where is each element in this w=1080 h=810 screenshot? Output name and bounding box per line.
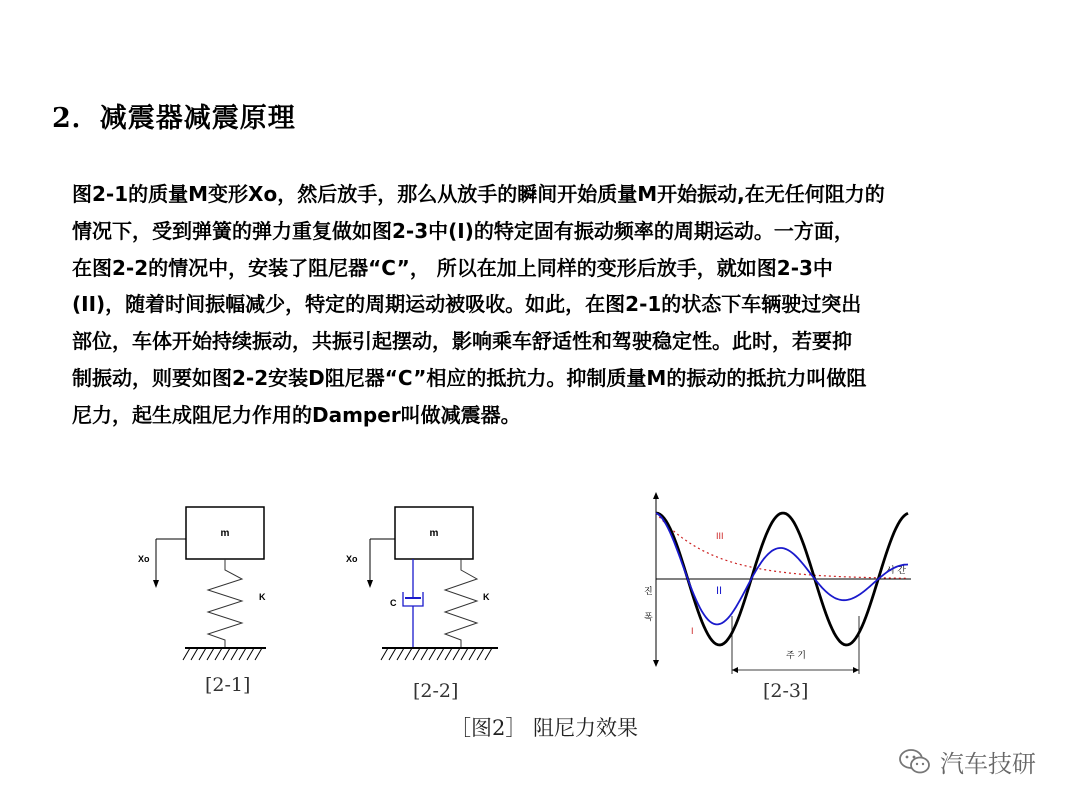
- amplitude-label-2: 폭: [644, 612, 653, 622]
- paragraph-line: 图2-1的质量M变形Xo，然后放手，那么从放手的瞬间开始质量M开始振动,在无任何阻力的: [72, 182, 885, 206]
- curve-II-label: II: [716, 585, 723, 597]
- mass-label: m: [429, 528, 439, 539]
- paragraph-line: 部位，车体开始持续振动，共振引起摆动，影响乘车舒适性和驾驶稳定性。此时，若要抑: [72, 329, 852, 354]
- mass-spring-damper-diagram: [336, 500, 511, 675]
- period-marker: [732, 616, 859, 674]
- section-heading: 2．减震器减震原理: [52, 103, 296, 134]
- mass-label: m: [220, 528, 230, 539]
- paragraph-line: 在图2-2的情况中，安装了阻尼器“C”， 所以在加上同样的变形后放手，就如图2-3中: [72, 255, 833, 280]
- figure-2-3-caption: [2-3]: [763, 680, 809, 702]
- spring: [208, 559, 242, 648]
- body-paragraph: [72, 176, 1040, 434]
- damper-label: C: [390, 598, 397, 608]
- period-label: 주 기: [786, 650, 806, 660]
- figure-2-2: [336, 500, 511, 675]
- wechat-icon: [898, 748, 932, 776]
- ground-hatch: [183, 648, 262, 660]
- paragraph-line: 尼力，起生成阻尼力作用的Damper叫做减震器。: [72, 402, 521, 427]
- figure-2-2-caption: [2-2]: [413, 680, 459, 702]
- watermark-text: 汽车技研: [940, 750, 1036, 778]
- figure-2-1: [130, 500, 280, 675]
- paragraph-line: 制振动，则要如图2-2安装D阻尼器“C”相应的抵抗力。抑制质量M的振动的抵抗力叫做阻: [72, 365, 867, 390]
- damper: [403, 559, 423, 648]
- figure-2-1-caption: [2-1]: [205, 674, 251, 696]
- vibration-graph: [636, 488, 926, 678]
- spring-label: K: [483, 592, 490, 602]
- curve-I-label: I: [691, 626, 694, 636]
- ground-hatch: [381, 648, 492, 660]
- watermark: [898, 744, 1036, 779]
- paragraph-line: 情况下，受到弹簧的弹力重复做如图2-3中(I)的特定固有振动频率的周期运动。一方面，: [72, 218, 854, 243]
- spring-label: K: [259, 592, 266, 602]
- curve-III-label: III: [716, 531, 724, 541]
- curve-III: [656, 513, 908, 578]
- mass-spring-diagram: [130, 500, 280, 675]
- paragraph-line: (II)，随着时间振幅减少，特定的周期运动被吸收。如此，在图2-1的状态下车辆驶过突出: [72, 292, 862, 317]
- figure-caption: ［图2］ 阻尼力效果: [450, 716, 639, 740]
- spring: [445, 559, 477, 648]
- displacement-label: Xo: [346, 554, 358, 564]
- figure-2-3: [636, 488, 926, 678]
- displacement-label: Xo: [138, 554, 150, 564]
- time-axis-label: 시 간: [886, 565, 906, 575]
- amplitude-label-1: 진: [644, 586, 653, 596]
